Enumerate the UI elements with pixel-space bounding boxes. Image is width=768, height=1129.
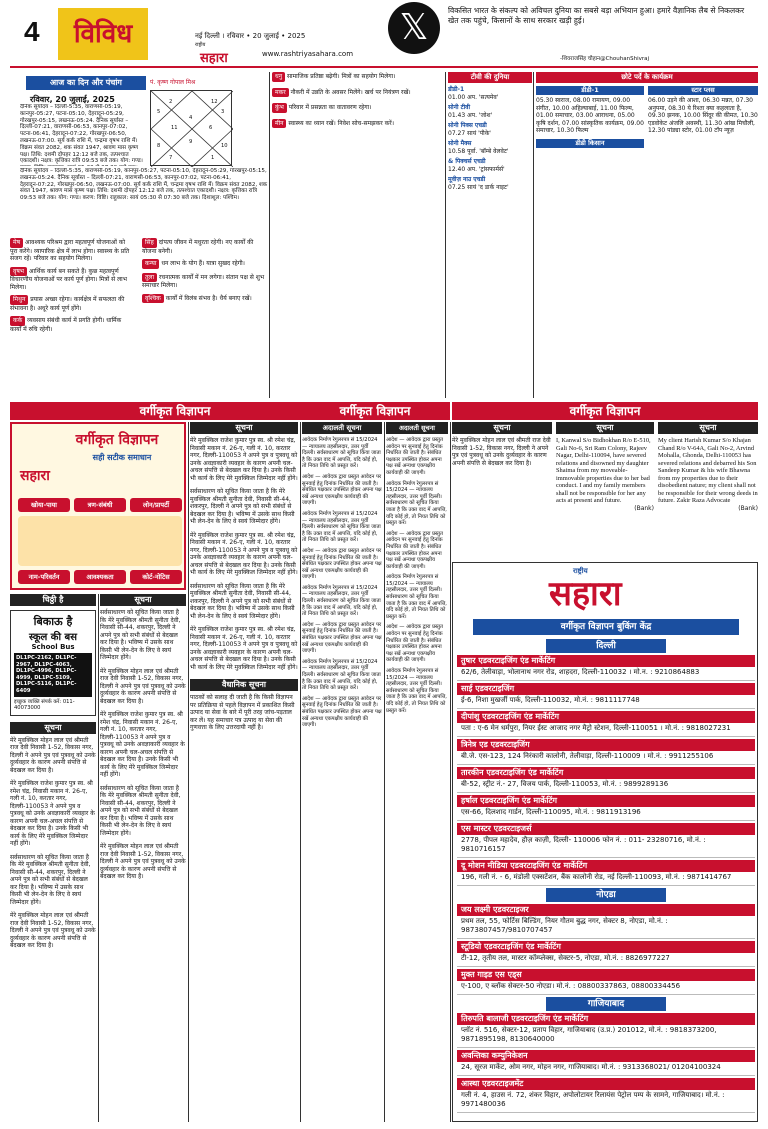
column-rule <box>269 72 270 398</box>
channel-head: डीडी किसान <box>536 139 644 148</box>
notice-text: आदेश — आवेदक द्वारा प्रस्तुत आवेदन पर सुनवाई हेतु दिनांक निर्धारित की जाती है। संबंधित पक्षकार उपस्थित होकर अपना पक्ष रखें अन्यथा एकपक्षीय कार्यवाही की जाएगी। <box>302 547 382 581</box>
kundali-cell: 8 <box>157 143 161 149</box>
category-debt: त्रण-संबंधी <box>74 498 126 512</box>
booking-region-delhi <box>457 639 755 1113</box>
notice-text: मेरे मुवक्किल राजेश कुमार पुत्र स्व. श्री रमेश चंद्र, निवासी मकान नं. 26-ए, गली नं. 10, करतार नगर, दिल्ली-110053 ने अपने पुत्र व पुत्रवधू को उनके अवज्ञाकारी व्यवहार के कारण अपनी चल-अचल संपत्ति से बेदखल कर दिया है। उनके किसी भी कार्य के लिए मेरे मुवक्किल जिम्मेदार नहीं होंगे। <box>100 711 185 778</box>
listing <box>457 858 755 886</box>
kundali-cell: 5 <box>157 109 161 115</box>
notice-text: सर्वसाधारण को सूचित किया जाता है कि मेरे मुवक्किल श्रीमती सुनीता देवी, निवासी सी-44, शकरपुर, दिल्ली ने अपने पुत्र को सभी संबंधों से बेदखल कर दिया है। भविष्य में उसके साथ किसी भी लेन-देन के लिए वे स्वयं जिम्मेदार होंगे। <box>190 582 295 620</box>
category-loan-property: लोन/प्रापर्टी <box>130 498 182 512</box>
rashi-sign: कुंभ <box>272 103 287 113</box>
kundali-cell: 3 <box>221 109 225 115</box>
page-number: 4 <box>24 16 40 47</box>
channel-schedule: 05.30 स्वराज, 08.00 रामायण, 09.00 संगीत, 10.00 अहिल्याबाई, 11.00 फिल्म, 01.00 समाचार, 03.00 आराधना, 05.00 कृषि दर्शन, 07.00 सांस्कृतिक कार्यक्रम, 09.00 समाचार, 10.30 फिल्म <box>536 97 644 134</box>
listing <box>457 1076 755 1113</box>
tv-show: मूवीज़ नाउ एचडी <box>448 176 486 183</box>
rashi-text: व्यवसाय संबंधी कार्य में प्रगति होगी। धार्मिक कार्यों में रुचि रहेगी। <box>10 317 122 333</box>
listing-name: तिरुपति बालाजी एडवरटाइजिंग एंड मार्केटिंग <box>457 1013 755 1025</box>
listing-name: एस मास्टर एडवरटाइजर्स <box>457 823 755 835</box>
rashi-entry <box>272 88 444 98</box>
channel-head: स्टार प्लस <box>648 86 758 95</box>
promo-illustration <box>18 516 182 566</box>
tv-section <box>448 72 532 398</box>
listing-addr: 62/6, तेलीवाड़ा, भोलानाथ नगर रोड, शाहदरा, दिल्ली-110032 । मो.न. : 9210864883 <box>461 668 700 676</box>
booking-title: वर्गीकृत विज्ञापन बुकिंग केंद्र <box>473 619 739 635</box>
kundali-cell: 2 <box>169 99 173 105</box>
region-head: नोएडा <box>546 888 666 902</box>
right-notice-hindi <box>452 422 552 560</box>
category-name-change: नाम-परिवर्तन <box>18 570 70 584</box>
listing-name: दीपांशु एडवरटाइजिंग एंड मार्केटिंग <box>457 711 755 723</box>
x-logo-icon: 𝕏 <box>388 2 440 54</box>
listing-addr: ई-6, निशा मुखर्जी पार्क, दिल्ली-110032, मो.नं. : 9811117748 <box>461 696 640 704</box>
notice-head: सूचना <box>452 422 552 434</box>
rashi-sign: मकर <box>272 88 289 98</box>
kundali-cell: 10 <box>221 143 228 149</box>
tv-time: 10.58 पूर्वा. 'बॉम्बे वेलवेट' <box>448 147 509 155</box>
tv-time: 07.25 सायं 'द डार्क नाइट' <box>448 183 509 191</box>
listing-name: आस्था एडवरटाइजमेंट <box>457 1078 755 1090</box>
promo-categories <box>18 498 182 588</box>
promo-title: वर्गीकृत विज्ञापन <box>75 432 159 448</box>
category-requirement: आवश्यकता <box>74 570 126 584</box>
listing-addr: 196, गली नं. - 6, मंडोली एक्सटेंशन, बैंक कालोनी रोड, नई दिल्ली-110093, मो.नं. : 9871414767 <box>461 873 732 881</box>
english-notice: My client Harish Kumar S/o Khajan Chand R/o V-64A, Gali No-2, Arvind Mohalla, Ghonda, Delhi-110053 has severed relations and debarred his Son Sandeep Kumar & his wife Bhawna from my properties due to their disobedient nature; my client shall not be responsible for their wrong deeds in future. Zakir Raza Advocate <box>658 437 758 504</box>
tv-time: 07.27 सायं 'पीके' <box>448 129 491 137</box>
right-notice-en2 <box>658 422 758 560</box>
classified-ribbon-mid: वर्गीकृत विज्ञापन <box>300 402 450 420</box>
notice-text: आवेदक निर्माण रेगुलरपत्र सं 15/2024 — न्यायालय तहसीलदार, उत्तर पूर्वी दिल्ली। सर्वसाधारण को सूचित किया जाता है कि उक्त वाद में आपत्ति, यदि कोई हो, तो नियत तिथि को प्रस्तुत करें। <box>386 574 447 620</box>
kundali-cell: 4 <box>189 115 193 121</box>
listing-addr: प्लॉट नं. 516, सेक्टर-12, प्रताप विहार, गाजियाबाद (उ.प्र.) 201012, मो.नं. : 9818373200, 9871895198, 8130640000 <box>461 1026 717 1043</box>
rashi-entry <box>272 72 444 82</box>
dateline: नई दिल्ली । रविवार • 20 जुलाई • 2025 <box>195 32 306 40</box>
rashi-sign: सिंह <box>142 238 157 248</box>
notice-text: आदेश — आवेदक द्वारा प्रस्तुत आवेदन पर सुनवाई हेतु दिनांक निर्धारित की जाती है। संबंधित पक्षकार उपस्थित होकर अपना पक्ष रखें अन्यथा एकपक्षीय कार्यवाही की जाएगी। <box>386 437 443 476</box>
rashi-entry <box>272 119 444 129</box>
notice-text: मेरे मुवक्किल मोहन लाल एवं श्रीमती राज देवी निवासी 1-52, विकास नगर, दिल्ली ने अपने पुत्र एवं पुत्रवधू को उनके दुर्व्यवहार के कारण अपनी संपत्ति से बेदखल कर दिया है। <box>10 736 96 774</box>
listing-addr: गली नं. 4, हाउस नं. 72, शंकर विहार, अपोलोटायर रिलायंस पेट्रोल पम्प के सामने, गाजियाबाद। मो.नं. : 9971480036 <box>461 1091 725 1108</box>
rashi-text: स्वास्थ्य का ध्यान रखें। निवेश सोच-समझकर करें। <box>288 119 394 127</box>
rashifal-section <box>10 238 268 398</box>
tv-show: सोनी मैक्स <box>448 140 472 147</box>
panchang-section <box>10 72 268 237</box>
rashifal-middle <box>272 72 444 398</box>
listing <box>457 1011 755 1048</box>
tv-title: टीवी की दुनिया <box>448 72 532 83</box>
small-screen-section <box>536 72 758 398</box>
school-bus-subtitle: स्कूल की बस <box>28 632 78 643</box>
region-head: दिल्ली <box>546 639 666 653</box>
rashi-entry <box>272 103 444 113</box>
panchang-title: आज का दिन और पंचांग <box>26 76 146 90</box>
notice-text: सर्वसाधारण को सूचित किया जाता है कि मेरे मुवक्किल श्रीमती सुनीता देवी, निवासी सी-44, शकरपुर, दिल्ली ने अपने पुत्र को सभी संबंधों से बेदखल कर दिया है। भविष्य में उसके साथ किसी भी लेन-देन के लिए वे स्वयं जिम्मेदार होंगे। <box>190 488 295 525</box>
notice-head: सूचना <box>556 422 654 434</box>
listing-name: साई एडवरटाइजिंग <box>457 683 755 695</box>
column-rule <box>445 72 446 398</box>
booking-centre <box>452 562 758 1122</box>
notice-text: मेरे मुवक्किल राजेश कुमार पुत्र स्व. श्री रमेश चंद्र, निवासी मकान नं. 26-ए, गली नं. 10, करतार नगर, दिल्ली-110053 ने अपने पुत्र व पुत्रवधू को उनके अवज्ञाकारी व्यवहार के कारण अपनी चल-अचल संपत्ति से बेदखल कर दिया है। उनके किसी भी कार्य के लिए मेरे मुवक्किल जिम्मेदार नहीं होंगे। <box>190 531 298 576</box>
rashi-text: सामाजिक प्रतिष्ठा बढ़ेगी। मित्रों का सहयोग मिलेगा। <box>286 73 396 80</box>
listing <box>457 653 755 681</box>
panchang-author: पं. कृष्ण गोपाल मिश्र <box>150 79 196 86</box>
rashi-sign: कर्क <box>10 316 25 326</box>
rashi-entry <box>10 238 134 263</box>
notice-head: सूचना <box>658 422 758 434</box>
notice-text: मेरे मुवक्किल मोहन लाल एवं श्रीमती राज देवी निवासी 1-52, विकास नगर, दिल्ली ने अपने पुत्र एवं पुत्रवधू को उनके दुर्व्यवहार के कारण अपनी संपत्ति से बेदखल कर दिया है। <box>10 912 96 950</box>
notice-sign: (Bank) <box>738 504 758 512</box>
listing-name: हर्षाल एडवरटाइजिंग एंड मार्केटिंग <box>457 795 755 807</box>
small-screen-col1 <box>536 86 644 148</box>
notice-head: सूचना <box>100 594 186 606</box>
region-head: गाजियाबाद <box>546 997 666 1011</box>
school-bus-title: बिकाऊ है <box>33 615 73 628</box>
rashi-text: रचनात्मक कार्यों में मन लगेगा। संतान पक्ष से शुभ समाचार मिलेगा। <box>142 273 265 289</box>
column-rule <box>450 422 451 1122</box>
small-screen-col2 <box>648 86 758 135</box>
column-rule <box>533 72 534 398</box>
rashifal-col-left <box>10 238 134 398</box>
listing-addr: प्रथम तल, 55, फोर्टिस बिल्डिंग, नियर गौतम बुद्ध नगर, सेक्टर 8, नोएडा, मो.नं. : 9873807457/9810707457 <box>461 917 668 934</box>
notice-text: मेरे मुवक्किल मोहन लाल एवं श्रीमती राज देवी निवासी 1-52, विकास नगर, दिल्ली ने अपने पुत्र एवं पुत्रवधू को उनके दुर्व्यवहार के कारण अपनी संपत्ति से बेदखल कर दिया है। <box>100 843 186 880</box>
notice-text: मेरे मुवक्किल राजेश कुमार पुत्र स्व. श्री रमेश चंद्र, निवासी मकान नं. 26-ए, गली नं. 10, करतार नगर, दिल्ली-110053 ने अपने पुत्र व पुत्रवधू को उनके अवज्ञाकारी व्यवहार के कारण अपनी चल-अचल संपत्ति से बेदखल कर दिया है। उनके किसी भी कार्य के लिए मेरे मुवक्किल जिम्मेदार नहीं होंगे। <box>190 626 298 671</box>
notice-text: आवेदक निर्माण रेगुलरपत्र सं 15/2024 — न्यायालय तहसीलदार, उत्तर पूर्वी दिल्ली। सर्वसाधारण को सूचित किया जाता है कि उक्त वाद में आपत्ति, यदि कोई हो, तो नियत तिथि को प्रस्तुत करें। <box>302 658 381 692</box>
tv-item <box>448 158 532 173</box>
rashi-text: दांपत्य जीवन में मधुरता रहेगी। नए कार्यों की योजना बनेगी। <box>142 239 254 255</box>
rashi-sign: मिथुन <box>10 295 28 305</box>
panchang-text-continued <box>20 168 268 236</box>
small-screen-title: छोटे पर्दे के कार्यक्रम <box>536 72 758 83</box>
kundali-lines <box>151 91 233 167</box>
channel-schedule: 06.00 उड़ने की आशा, 06.30 मन्नत, 07.30 अनुपमा, 08.30 ये रिश्ता क्या कहलाता है, 09.30 झनक, 10.00 सिंदूर की कीमत, 10.30 एडवोकेट अंजलि अवस्थी, 11.30 आंख मिचौली, 12.30 पांड्या स्टोर, 01.00 टॉप न्यूज़ <box>648 97 758 134</box>
rashi-sign: मेष <box>10 238 23 248</box>
listing-name: अवन्तिका कम्युनिकेशन <box>457 1050 755 1062</box>
listing <box>457 902 755 939</box>
listing-addr: बी-52, स्ट्रीट नं.- 27, विजय पार्क, दिल्ली-110053, मो.नं. : 9899289136 <box>461 780 669 788</box>
english-notice: I, Kanwal S/o Bidhokhan R/o E-510, Gali No-6, Sri Ram Colony, Rajeev Nagar, Delhi-110094, have severed relations and disowned my daughter Shaima from my moveable-immovable properties due to her bad conduct. I and my family members shall not be responsible for her any acts at present and future. <box>556 437 651 504</box>
listing-addr: एस-66, दिलशाद गार्डन, दिल्ली-110095, मो.नं. : 9811913196 <box>461 808 641 816</box>
panchang-text: दैनिक सूर्योदय – दिल्ली-5:35, वाराणसी-05:19, कानपुर-05:27, पटना-05:10, देहरादून-05:29, गोरखपुर-05:15, लखनऊ-05:24. दैनिक सूर्यास्त – दिल्ली-07:21, वाराणसी-06:53, कानपुर-07:02, पटना-06:41, देहरादून-07:22, गोरखपुर-06:50, लखनऊ-07:00. सूर्य कर्क राशि में, चन्द्रमा वृषभ राशि में। विक्रम संवत 2082, शक संवत 1947, श्रावण मास कृष्ण पक्ष। तिथि: दशमी दोपहर 12:12 बजे तक, तत्पश्चात एकादशी। नक्षत्र: कृत्तिका रात्रि 09:53 बजे तक। योग: गण्ड। <box>20 104 143 165</box>
website: www.rashtriyasahara.com <box>262 50 354 58</box>
notice-text: आदेश — आवेदक द्वारा प्रस्तुत आवेदन पर सुनवाई हेतु दिनांक निर्धारित की जाती है। संबंधित पक्षकार उपस्थित होकर अपना पक्ष रखें अन्यथा एकपक्षीय कार्यवाही की जाएगी। <box>302 695 382 729</box>
notice-head: सूचना <box>190 422 298 434</box>
x-quote: विकसित भारत के संकल्प को अविचल दुनिया का सबसे बड़ा अभियान हुआ। हमारे वैज्ञानिक लैब से निकलकर खेत तक पहुंचे, किसानों के साथ सरकार खड़ी हुई। <box>448 6 745 25</box>
page-header <box>0 0 768 72</box>
listing-name: तारकीन एडवरटाइजिंग एंड मार्केटिंग <box>457 767 755 779</box>
rashi-entry <box>10 295 134 312</box>
listing-addr: टी-12, तृतीय तल, मास्टर कॉम्प्लेक्स, सेक्टर-5, नोएडा, मो.नं. : 8826977227 <box>461 954 670 962</box>
rashi-sign: तुला <box>142 273 157 283</box>
listing-name: स्टूडियो एडवरटाइजिंग एंड मार्केटिंग <box>457 941 755 953</box>
column-rule <box>300 422 301 1122</box>
brand-small: राष्ट्रीय <box>195 42 206 48</box>
left-bottom-col <box>10 594 96 1122</box>
listing-name: जय लक्ष्मी एडवरटाइजर <box>457 904 755 916</box>
kundali-cell: 11 <box>171 125 178 131</box>
tv-item <box>448 86 532 101</box>
column-rule <box>384 422 385 1122</box>
promo-box <box>10 422 186 590</box>
right-notice-en1 <box>556 422 654 560</box>
notice-head: सूचना <box>10 722 96 734</box>
left-mid-col <box>100 594 186 1122</box>
tv-show: & पिक्चर्स एचडी <box>448 158 486 165</box>
section-title: विविध <box>58 8 148 60</box>
rashi-text: आर्थिक कार्य बन सकते हैं। कुछ महत्वपूर्ण विचारणीय योजनाओं पर कार्य पूर्ण होगा। मित्रों से लाभ मिलेगा। <box>10 267 127 291</box>
booking-brand-small: राष्ट्रीय <box>573 567 588 575</box>
notice-text: सर्वसाधारण को सूचित किया जाता है कि मेरे मुवक्किल श्रीमती सुनीता देवी, निवासी सी-44, शकरपुर, दिल्ली ने अपने पुत्र को सभी संबंधों से बेदखल कर दिया है। भविष्य में उसके साथ किसी भी लेन-देन के लिए वे स्वयं जिम्मेदार होंगे। <box>100 609 181 661</box>
notice-text: आदेश — आवेदक द्वारा प्रस्तुत आवेदन पर सुनवाई हेतु दिनांक निर्धारित की जाती है। संबंधित पक्षकार उपस्थित होकर अपना पक्ष रखें अन्यथा एकपक्षीय कार्यवाही की जाएगी। <box>302 621 382 655</box>
notice-col-b <box>302 422 382 1122</box>
listing-addr: 2778, पीपल महादेव, हौज़ काज़ी, दिल्ली- 110006 फोन नं. : 011- 23280716, मो.नं. : 9810716157 <box>461 836 706 853</box>
tv-item <box>448 104 532 119</box>
notice-col-c <box>386 422 448 1122</box>
rashi-entry <box>142 238 266 255</box>
kundali-cell: 12 <box>211 99 218 105</box>
rashi-text: आवश्यक परिश्रम द्वारा महत्वपूर्ण योजनाओं को पूरा करेंगे। व्यापारिक क्षेत्र में लाभ होगा। स्वास्थ्य के प्रति सजग रहें। परिवार का सहयोग मिलेगा। <box>10 239 130 262</box>
listing-name: तुषार एडवरटाइजिंग एंड मार्केटिंग <box>457 655 755 667</box>
kundali-chart <box>150 90 232 166</box>
listing-name: त्रिनेत्र एड एडवरटाइजिंग <box>457 739 755 751</box>
listing-addr: पता : ए-6 मेन धर्मपुरा, नियर ईस्ट आजाद नगर मैट्रो स्टेशन, दिल्ली-110051 । मो.नं. : 9818027231 <box>461 724 731 732</box>
rashi-text: नौकरी में उन्नति के अवसर मिलेंगे। खर्च पर नियंत्रण रखें। <box>290 88 411 96</box>
rashi-entry <box>142 294 266 304</box>
kundali-cell: 6 <box>209 125 213 131</box>
listing <box>457 821 755 858</box>
rashi-text: धन लाभ के योग हैं। यात्रा सुखद रहेगी। <box>161 260 245 267</box>
kundali-cell: 9 <box>189 139 193 145</box>
school-bus-ad <box>10 610 96 716</box>
notice-text: आदेश — आवेदक द्वारा प्रस्तुत आवेदन पर सुनवाई हेतु दिनांक निर्धारित की जाती है। संबंधित पक्षकार उपस्थित होकर अपना पक्ष रखें अन्यथा एकपक्षीय कार्यवाही की जाएगी। <box>302 473 382 507</box>
right-notices <box>452 422 758 560</box>
listing-name: मुक्त गाइड एस एड्स <box>457 969 755 981</box>
notice-col-a <box>190 422 298 1122</box>
rashi-entry <box>142 259 266 269</box>
promo-brand: सहारा <box>20 468 50 484</box>
listing <box>457 967 755 995</box>
rashi-text: परिवार में प्रसन्नता का वातावरण रहेगा। <box>288 104 372 111</box>
notice-text: मेरे मुवक्किल राजेश कुमार पुत्र स्व. श्री रमेश चंद्र, निवासी मकान नं. 26-ए, गली नं. 10, करतार नगर, दिल्ली-110053 ने अपने पुत्र व पुत्रवधू को उनके अवज्ञाकारी व्यवहार के कारण अपनी चल-अचल संपत्ति से बेदखल कर दिया है। उनके किसी भी कार्य के लिए मेरे मुवक्किल जिम्मेदार नहीं होंगे। <box>190 437 298 482</box>
promo-tagline: सही सटीक समाधान <box>92 453 152 462</box>
notice-text: मेरे मुवक्किल मोहन लाल एवं श्रीमती राज देवी निवासी 1-52, विकास नगर, दिल्ली ने अपने पुत्र एवं पुत्रवधू को उनके दुर्व्यवहार के कारण अपनी संपत्ति से बेदखल कर दिया है। <box>100 667 186 705</box>
notice-text: आवेदक निर्माण रेगुलरपत्र सं 15/2024 — न्यायालय तहसीलदार, उत्तर पूर्वी दिल्ली। सर्वसाधारण को सूचित किया जाता है कि उक्त वाद में आपत्ति, यदि कोई हो, तो नियत तिथि को प्रस्तुत करें। <box>302 510 381 544</box>
notice-head: वैधानिक सूचना <box>190 679 298 691</box>
rashi-sign: धनु <box>272 72 285 82</box>
notice-text: आवेदक निर्माण रेगुलरपत्र सं 15/2024 — न्यायालय तहसीलदार, उत्तर पूर्वी दिल्ली। सर्वसाधारण को सूचित किया जाता है कि उक्त वाद में आपत्ति, यदि कोई हो, तो नियत तिथि को प्रस्तुत करें। <box>302 437 381 470</box>
school-bus-numbers: DL1PC-2162, DL1PC-2967, DL1PC-4063, DL1PC-4996, DL1PC-4999, DL1PC-5109, DL1PC-5116, DL1PC-6409 <box>14 653 92 697</box>
header-rule <box>10 66 758 68</box>
tv-time: 01.43 अप. 'जोश' <box>448 111 493 119</box>
kundali-cell: 7 <box>169 155 173 161</box>
notice-text: आदेश — आवेदक द्वारा प्रस्तुत आवेदन पर सुनवाई हेतु दिनांक निर्धारित की जाती है। संबंधित पक्षकार उपस्थित होकर अपना पक्ष रखें अन्यथा एकपक्षीय कार्यवाही की जाएगी। <box>386 530 443 570</box>
notice-text: मेरे मुवक्किल राजेश कुमार पुत्र स्व. श्री रमेश चंद्र, निवासी मकान नं. 26-ए, गली नं. 10, करतार नगर, दिल्ली-110053 ने अपने पुत्र व पुत्रवधू को उनके अवज्ञाकारी व्यवहार के कारण अपनी चल-अचल संपत्ति से बेदखल कर दिया है। उनके किसी भी कार्य के लिए मेरे मुवक्किल जिम्मेदार नहीं होंगे। <box>10 780 95 848</box>
listing-addr: बी.जे. एस-123, 124 निरंकारी कालोनी, तेलीवाड़ा, दिल्ली-110009 । मो.नं. : 9911255106 <box>461 752 714 760</box>
category-lost-found: खोया-पाया <box>18 498 70 512</box>
notice-head: अदालती सूचना <box>386 422 448 434</box>
chitthi-head: चिठ्ठी है <box>10 594 96 606</box>
notice-text: आदेश — आवेदक द्वारा प्रस्तुत आवेदन पर सुनवाई हेतु दिनांक निर्धारित की जाती है। संबंधित पक्षकार उपस्थित होकर अपना पक्ष रखें अन्यथा एकपक्षीय कार्यवाही की जाएगी। <box>386 624 443 664</box>
listing <box>457 681 755 709</box>
tv-show: सोनी टीवी <box>448 104 471 111</box>
listing <box>457 939 755 967</box>
listing-name: दू मोशन मीडिया एडवरटाइजिंग एंड मार्केटिंग <box>457 860 755 872</box>
listing <box>457 765 755 793</box>
notice-text: सर्वसाधारण को सूचित किया जाता है कि मेरे मुवक्किल श्रीमती सुनीता देवी, निवासी सी-44, शकरपुर, दिल्ली ने अपने पुत्र को सभी संबंधों से बेदखल कर दिया है। भविष्य में उसके साथ किसी भी लेन-देन के लिए वे स्वयं जिम्मेदार होंगे। <box>10 853 91 906</box>
tv-time: 12.40 अप. 'ट्रांसफार्मर्स' <box>448 165 505 173</box>
rashi-text: कार्यों में विलंब संभव है। धैर्य बनाए रखें। <box>165 294 252 302</box>
notice-text: मेरे मुवक्किल मोहन लाल एवं श्रीमती राज देवी निवासी 1-52, विकास नगर, दिल्ली ने अपने पुत्र एवं पुत्रवधू को उनके दुर्व्यवहार के कारण अपनी संपत्ति से बेदखल कर दिया है। <box>452 437 551 467</box>
notice-head: अदालती सूचना <box>302 422 382 434</box>
rashi-sign: वृषभ <box>10 267 27 277</box>
notice-text: आवेदक निर्माण रेगुलरपत्र सं 15/2024 — न्यायालय तहसीलदार, उत्तर पूर्वी दिल्ली। सर्वसाधारण को सूचित किया जाता है कि उक्त वाद में आपत्ति, यदि कोई हो, तो नियत तिथि को प्रस्तुत करें। <box>386 668 447 714</box>
tv-show: सोनी पिक्स एचडी <box>448 122 487 129</box>
x-handle: -शिवराजसिंह चौहान@ChouhanShivraj <box>560 56 650 62</box>
rashi-entry <box>142 273 266 290</box>
rashi-text: प्रयास अच्छा रहेगा। कार्यक्षेत्र में सफलता की संभावना है। अधूरे कार्य पूर्ण होंगे। <box>10 296 125 312</box>
panchang-rest: दैनिक सूर्योदय – दिल्ली-5:35, वाराणसी-05:19, कानपुर-05:27, पटना-05:10, देहरादून-05:29, गोरखपुर-05:15, लखनऊ-05:24. दैनिक सूर्यास्त – दिल्ली-07:21, वाराणसी-06:53, कानपुर-07:02, पटना-06:41, देहरादून-07:22, गोरखपुर-06:50, लखनऊ-07:00. सूर्य कर्क राशि में, चन्द्रमा वृषभ राशि में। विक्रम संवत 2082, शक संवत 1947, श्रावण मास कृष्ण पक्ष। तिथि: दशमी दोपहर 12:12 बजे तक, तत्पश्चात एकादशी। नक्षत्र: कृत्तिका रात्रि 09:53 बजे तक। योग: गण्ड। करण: विष्टि। राहुकाल: सायं 05:30 से 07:30 बजे तक। दिशाशूल: पश्चिम। <box>20 168 268 202</box>
tv-item <box>448 122 532 137</box>
listing <box>457 1048 755 1076</box>
classified-ribbon-left: वर्गीकृत विज्ञापन <box>10 402 340 420</box>
school-bus-contact: इच्छुक व्यक्ति संपर्क करें: 011-40073000 <box>14 698 75 712</box>
tv-item <box>448 140 532 155</box>
tv-show: डीडी-1 <box>448 86 465 93</box>
listing <box>457 737 755 765</box>
tv-time: 01.00 अप. 'सत्यमेव' <box>448 93 499 101</box>
kundali-cell: 1 <box>211 155 215 161</box>
classified-ribbon-right: वर्गीकृत विज्ञापन <box>452 402 758 420</box>
tv-item <box>448 176 532 191</box>
rashi-sign: मीन <box>272 119 286 129</box>
notice-text: आवेदक निर्माण रेगुलरपत्र सं 15/2024 — न्यायालय तहसीलदार, उत्तर पूर्वी दिल्ली। सर्वसाधारण को सूचित किया जाता है कि उक्त वाद में आपत्ति, यदि कोई हो, तो नियत तिथि को प्रस्तुत करें। <box>386 480 447 527</box>
notice-text: सर्वसाधारण को सूचित किया जाता है कि मेरे मुवक्किल श्रीमती सुनीता देवी, निवासी सी-44, शकरपुर, दिल्ली ने अपने पुत्र को सभी संबंधों से बेदखल कर दिया है। भविष्य में उसके साथ किसी भी लेन-देन के लिए वे स्वयं जिम्मेदार होंगे। <box>100 784 181 837</box>
notice-sign: (Bank) <box>634 504 654 512</box>
column-rule <box>98 594 99 1122</box>
panchang-date: रविवार, 20 जुलाई, 2025 <box>30 95 115 104</box>
channel-head: डीडी-1 <box>536 86 644 95</box>
listing <box>457 793 755 821</box>
notice-text: आवेदक निर्माण रेगुलरपत्र सं 15/2024 — न्यायालय तहसीलदार, उत्तर पूर्वी दिल्ली। सर्वसाधारण को सूचित किया जाता है कि उक्त वाद में आपत्ति, यदि कोई हो, तो नियत तिथि को प्रस्तुत करें। <box>302 584 381 618</box>
rashifal-col-right <box>142 238 266 398</box>
notice-text: पाठकों को सलाह दी जाती है कि किसी विज्ञापन पर प्रतिक्रिया से पहले विज्ञापन में प्रकाशित किसी उत्पाद या सेवा के बारे में पूरी तरह जांच-पड़ताल कर लें। यह समाचार पत्र उत्पाद या सेवा की गुणवत्ता के लिए उत्तरदायी नहीं है। <box>190 694 295 731</box>
listing-addr: ए-100, ए ब्लॉक सेक्टर-50 नोएडा। मो.नं. : 08800337863, 08800334456 <box>461 982 681 990</box>
rashi-sign: कन्या <box>142 259 159 269</box>
rashi-entry <box>10 316 134 333</box>
rashi-entry <box>10 267 134 292</box>
column-rule <box>188 422 189 1122</box>
school-bus-en: School Bus <box>31 643 75 651</box>
brand-logo: सहारा <box>200 51 228 66</box>
rashi-sign: वृश्चिक <box>142 294 164 304</box>
listing <box>457 709 755 737</box>
listing-addr: 24, सूरज मार्केट, ओम नगर, मोहन नगर, गाजियाबाद। मो.नं. : 9313368021/ 01204100324 <box>461 1063 721 1071</box>
category-court-notice: कोर्ट-नोटिस <box>130 570 182 584</box>
booking-brand: सहारा <box>549 574 622 614</box>
